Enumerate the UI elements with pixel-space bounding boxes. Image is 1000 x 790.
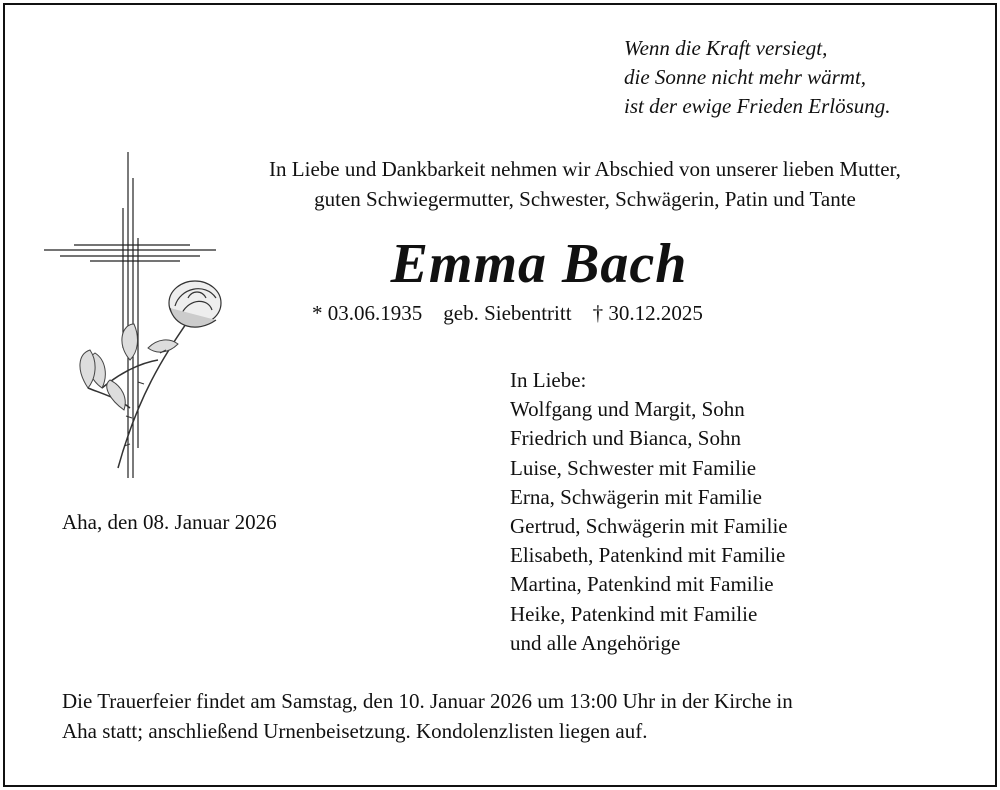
- list-item: Erna, Schwägerin mit Familie: [510, 484, 762, 509]
- list-item: und alle Angehörige: [510, 630, 681, 655]
- list-item: Martina, Patenkind mit Familie: [510, 572, 774, 597]
- poem-line: die Sonne nicht mehr wärmt,: [624, 65, 867, 89]
- maiden-name: geb. Siebentritt: [443, 301, 572, 325]
- list-item: Heike, Patenkind mit Familie: [510, 601, 758, 626]
- birth-date: * 03.06.1935: [312, 301, 423, 325]
- poem: [624, 34, 891, 121]
- cross-with-rose-icon: [40, 148, 230, 488]
- place-and-date: Aha, den 08. Januar 2026: [62, 510, 277, 534]
- life-dates: [312, 301, 703, 326]
- list-item: Friedrich und Bianca, Sohn: [510, 426, 741, 451]
- ceremony-line: Aha statt; anschließend Urnenbeisetzung. Kondolenzlisten liegen auf.: [62, 719, 648, 743]
- intro-line: guten Schwiegermutter, Schwester, Schwägerin, Patin und Tante: [314, 187, 856, 211]
- family-list: [510, 366, 788, 658]
- poem-line: Wenn die Kraft versiegt,: [624, 36, 828, 60]
- list-item: Gertrud, Schwägerin mit Familie: [510, 514, 788, 539]
- poem-line: ist der ewige Frieden Erlösung.: [624, 94, 891, 118]
- list-item: Elisabeth, Patenkind mit Familie: [510, 543, 786, 568]
- family-heading: In Liebe:: [510, 368, 587, 392]
- intro-line: In Liebe und Dankbarkeit nehmen wir Abschied von unserer lieben Mutter,: [269, 157, 901, 181]
- list-item: Wolfgang und Margit, Sohn: [510, 397, 745, 422]
- intro-text: [170, 154, 1000, 214]
- deceased-name: Emma Bach: [390, 233, 688, 295]
- ceremony-line: Die Trauerfeier findet am Samstag, den 10. Januar 2026 um 13:00 Uhr in der Kirche in: [62, 689, 793, 713]
- death-date: † 30.12.2025: [592, 301, 703, 325]
- list-item: Luise, Schwester mit Familie: [510, 455, 757, 480]
- ceremony-info: [62, 686, 962, 746]
